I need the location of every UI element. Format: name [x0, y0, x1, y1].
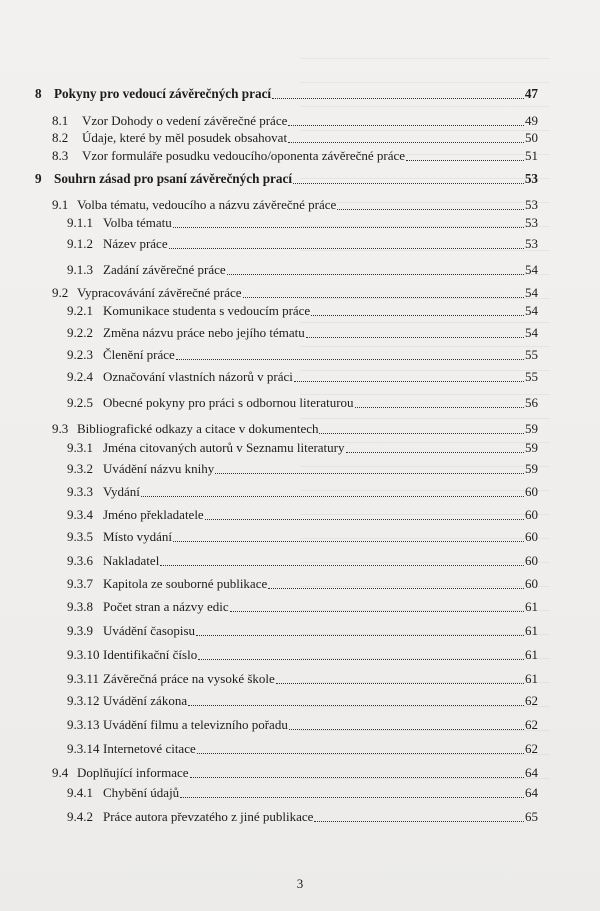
- toc-entry-title: Vydání: [103, 484, 140, 499]
- toc-entry-page: 54: [525, 262, 538, 277]
- toc-entry-title: Bibliografické odkazy a citace v dokumentech: [77, 421, 319, 436]
- toc-entry-number: 9.3.10: [67, 647, 100, 662]
- toc-entry-page: 61: [525, 623, 538, 638]
- toc-entry: [67, 440, 538, 456]
- toc-entry-title: Uvádění filmu a televizního pořadu: [103, 717, 288, 732]
- toc-entry-title: Souhrn zásad pro psaní závěrečných prací: [54, 171, 293, 186]
- toc-entry-page: 59: [525, 461, 538, 476]
- toc-entry-number: 8.2: [52, 130, 69, 145]
- dot-leader: [319, 433, 524, 434]
- toc-entry: [52, 148, 538, 164]
- toc-entry-page: 64: [525, 785, 538, 800]
- toc-entry: [67, 262, 538, 278]
- toc-entry: [52, 130, 538, 146]
- dot-leader: [227, 274, 524, 275]
- toc-entry: [67, 785, 538, 801]
- toc-entry: [67, 236, 538, 252]
- toc-entry-page: 60: [525, 507, 538, 522]
- toc-entry-title: Počet stran a názvy edic: [103, 599, 229, 614]
- toc-entry-number: 9.2.3: [67, 347, 93, 362]
- toc-entry-number: 9.3.5: [67, 529, 93, 544]
- toc-entry-page: 49: [525, 113, 538, 128]
- toc-entry-page: 60: [525, 529, 538, 544]
- toc-entry-page: 60: [525, 576, 538, 591]
- toc-entry: [67, 553, 538, 569]
- toc-entry-page: 59: [525, 440, 538, 455]
- dot-leader: [289, 729, 524, 730]
- toc-entry-title: Identifikační číslo: [103, 647, 198, 662]
- toc-entry-number: 9.3.3: [67, 484, 93, 499]
- toc-entry-number: 9.3.13: [67, 717, 100, 732]
- toc-entry-number: 9.3: [52, 421, 69, 436]
- toc-entry-page: 56: [525, 395, 538, 410]
- toc-entry-title: Volba tématu, vedoucího a názvu závěrečné práce: [77, 197, 337, 212]
- dot-leader: [205, 519, 524, 520]
- dot-leader: [190, 777, 524, 778]
- toc-entry-page: 53: [525, 215, 538, 230]
- toc-entry-number: 9.3.6: [67, 553, 93, 568]
- dot-leader: [141, 496, 524, 497]
- toc-entry-number: 9.2.1: [67, 303, 93, 318]
- toc-entry: [67, 461, 538, 477]
- toc-entry-title: Práce autora převzatého z jiné publikace: [103, 809, 314, 824]
- dot-leader: [198, 659, 524, 660]
- toc-entry-title: Obecné pokyny pro práci s odbornou literaturou: [103, 395, 354, 410]
- toc-entry-number: 9.3.4: [67, 507, 93, 522]
- toc-chapter-entry: [35, 86, 538, 102]
- toc-entry-title: Uvádění zákona: [103, 693, 188, 708]
- toc-entry-page: 55: [525, 369, 538, 384]
- toc-entry: [67, 599, 538, 615]
- toc-entry-page: 62: [525, 717, 538, 732]
- toc-entry-number: 9.2: [52, 285, 69, 300]
- toc-entry-title: Uvádění časopisu: [103, 623, 196, 638]
- toc-entry-title: Místo vydání: [103, 529, 172, 544]
- toc-entry-title: Zadání závěrečné práce: [103, 262, 226, 277]
- toc-entry-number: 9.2.2: [67, 325, 93, 340]
- toc-entry-page: 55: [525, 347, 538, 362]
- dot-leader: [293, 183, 524, 184]
- toc-entry-title: Kapitola ze souborné publikace: [103, 576, 268, 591]
- toc-entry-number: 9.3.1: [67, 440, 93, 455]
- toc-entry-number: 9.3.2: [67, 461, 93, 476]
- toc-entry-page: 61: [525, 647, 538, 662]
- toc-entry: [67, 369, 538, 385]
- toc-entry-title: Nakladatel: [103, 553, 160, 568]
- toc-entry-title: Uvádění názvu knihy: [103, 461, 215, 476]
- toc-entry: [67, 347, 538, 363]
- toc-entry-number: 9.1.2: [67, 236, 93, 251]
- dot-leader: [215, 473, 524, 474]
- dot-leader: [311, 315, 524, 316]
- toc-entry-title: Název práce: [103, 236, 168, 251]
- toc-entry-number: 9.2.4: [67, 369, 93, 384]
- toc-entry-number: 9.4.1: [67, 785, 93, 800]
- dot-leader: [272, 98, 524, 99]
- toc-entry: [67, 325, 538, 341]
- toc-entry-page: 54: [525, 285, 538, 300]
- dot-leader: [188, 705, 524, 706]
- toc-entry: [52, 421, 538, 437]
- toc-entry: [52, 765, 538, 781]
- dot-leader: [288, 125, 524, 126]
- toc-entry-page: 51: [525, 148, 538, 163]
- toc-entry-number: 9.3.7: [67, 576, 93, 591]
- dot-leader: [173, 541, 524, 542]
- toc-entry-number: 9.3.11: [67, 671, 100, 686]
- toc-entry-number: 9.1: [52, 197, 69, 212]
- toc-entry: [67, 529, 538, 545]
- toc-entry-number: 9.3.8: [67, 599, 93, 614]
- toc-entry: [67, 576, 538, 592]
- toc-entry-page: 62: [525, 741, 538, 756]
- dot-leader: [314, 821, 524, 822]
- toc-entry: [67, 647, 538, 663]
- toc-entry: [67, 693, 538, 709]
- toc-entry-number: 9.1.3: [67, 262, 93, 277]
- dot-leader: [276, 683, 524, 684]
- dot-leader: [180, 797, 524, 798]
- toc-entry: [67, 484, 538, 500]
- dot-leader: [355, 407, 524, 408]
- toc-entry: [67, 623, 538, 639]
- toc-entry-title: Údaje, které by měl posudek obsahovat: [82, 130, 288, 145]
- dot-leader: [288, 142, 524, 143]
- toc-entry-page: 60: [525, 484, 538, 499]
- toc-entry-title: Vypracovávání závěrečné práce: [77, 285, 242, 300]
- toc-entry: [67, 671, 538, 687]
- toc-entry-page: 53: [524, 171, 538, 186]
- dot-leader: [337, 209, 524, 210]
- toc-entry-number: 8: [35, 86, 42, 101]
- toc-entry: [52, 285, 538, 301]
- toc-entry-number: 8.1: [52, 113, 69, 128]
- dot-leader: [346, 452, 524, 453]
- toc-entry-number: 9.4.2: [67, 809, 93, 824]
- toc-entry-number: 9.4: [52, 765, 69, 780]
- dot-leader: [268, 588, 524, 589]
- toc-entry-page: 64: [525, 765, 538, 780]
- toc-entry: [67, 215, 538, 231]
- toc-entry-page: 53: [525, 236, 538, 251]
- toc-entry-number: 9.3.12: [67, 693, 100, 708]
- toc-entry: [67, 303, 538, 319]
- toc-entry-title: Internetové citace: [103, 741, 196, 756]
- dot-leader: [406, 160, 524, 161]
- toc-entry-title: Doplňující informace: [77, 765, 189, 780]
- dot-leader: [243, 297, 524, 298]
- toc-entry-page: 53: [525, 197, 538, 212]
- toc-entry-title: Pokyny pro vedoucí závěrečných prací: [54, 86, 272, 101]
- page-number: 3: [296, 876, 304, 891]
- toc-entry-number: 8.3: [52, 148, 69, 163]
- toc-entry: [67, 395, 538, 411]
- toc-entry-number: 9.1.1: [67, 215, 93, 230]
- dot-leader: [197, 753, 524, 754]
- toc-entry: [52, 113, 538, 129]
- toc-entry-title: Komunikace studenta s vedoucím práce: [103, 303, 311, 318]
- toc-entry-title: Označování vlastních názorů v práci: [103, 369, 293, 384]
- toc-entry-page: 60: [525, 553, 538, 568]
- dot-leader: [160, 565, 524, 566]
- toc-entry: [67, 717, 538, 733]
- toc-entry-title: Jména citovaných autorů v Seznamu literatury: [103, 440, 345, 455]
- toc-entry-page: 47: [524, 86, 538, 101]
- dot-leader: [196, 635, 524, 636]
- toc-entry-number: 9.3.14: [67, 741, 100, 756]
- toc-entry-page: 54: [525, 325, 538, 340]
- toc-entry-page: 62: [525, 693, 538, 708]
- toc-entry-title: Chybění údajů: [103, 785, 180, 800]
- dot-leader: [230, 611, 524, 612]
- toc-entry-page: 50: [525, 130, 538, 145]
- toc-entry-title: Závěrečná práce na vysoké škole: [103, 671, 275, 686]
- toc-entry-number: 9: [35, 171, 42, 186]
- toc-entry-title: Vzor formuláře posudku vedoucího/oponenta závěrečné práce: [82, 148, 406, 163]
- toc-entry-page: 61: [525, 599, 538, 614]
- toc-entry-title: Jméno překladatele: [103, 507, 204, 522]
- toc-chapter-entry: [35, 171, 538, 187]
- dot-leader: [306, 337, 524, 338]
- dot-leader: [176, 359, 524, 360]
- toc-entry: [67, 507, 538, 523]
- toc-entry: [67, 809, 538, 825]
- toc-entry-page: 65: [525, 809, 538, 824]
- toc-entry-number: 9.3.9: [67, 623, 93, 638]
- toc-entry: [52, 197, 538, 213]
- toc-entry-title: Členění práce: [103, 347, 175, 362]
- toc-entry-page: 54: [525, 303, 538, 318]
- dot-leader: [294, 381, 524, 382]
- toc-entry-number: 9.2.5: [67, 395, 93, 410]
- toc-entry-page: 59: [525, 421, 538, 436]
- dot-leader: [173, 227, 524, 228]
- toc-entry-title: Vzor Dohody o vedení závěrečné práce: [82, 113, 288, 128]
- toc-entry: [67, 741, 538, 757]
- toc-entry-page: 61: [525, 671, 538, 686]
- dot-leader: [169, 248, 524, 249]
- toc-entry-title: Volba tématu: [103, 215, 172, 230]
- toc-entry-title: Změna názvu práce nebo jejího tématu: [103, 325, 305, 340]
